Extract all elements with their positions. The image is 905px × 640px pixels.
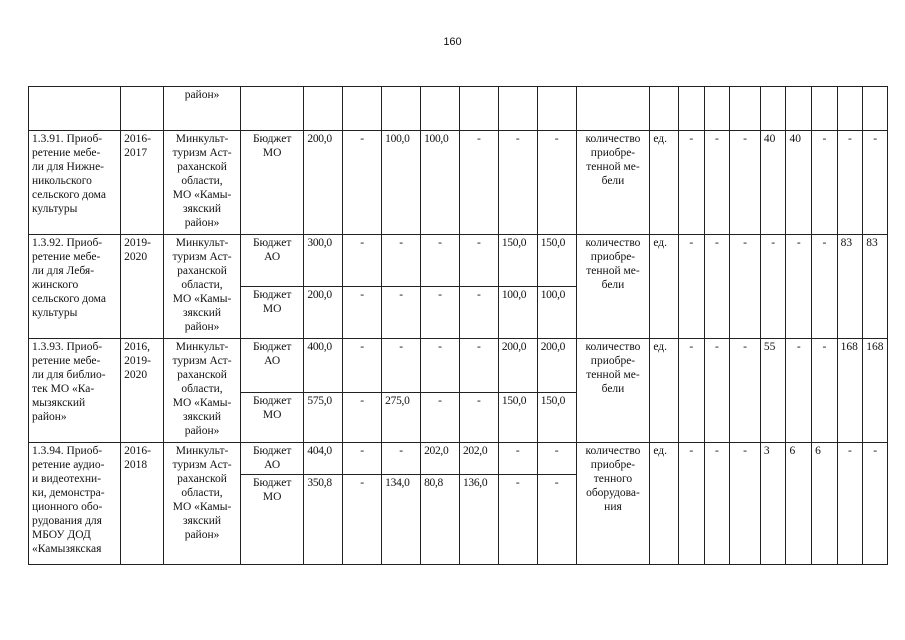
funding-year-value: - <box>343 443 382 475</box>
indicator-unit: ед. <box>650 235 679 339</box>
indicator-target-value: 40 <box>760 131 786 235</box>
empty-cell <box>498 87 537 131</box>
funding-year-value: - <box>537 443 576 475</box>
indicator-target-value: - <box>812 131 838 235</box>
funding-year-value: - <box>382 287 421 339</box>
funding-total: 300,0 <box>304 235 343 287</box>
funding-year-value: - <box>421 393 460 443</box>
indicator-target-value: - <box>704 443 730 565</box>
measure-period: 2016- 2018 <box>121 443 164 565</box>
funding-year-value: - <box>343 339 382 393</box>
funding-year-value: 150,0 <box>537 393 576 443</box>
funding-year-value: - <box>421 339 460 393</box>
indicator-unit: ед. <box>650 443 679 565</box>
funding-year-value: 80,8 <box>421 475 460 565</box>
measure-executor: Минкульт- туризм Аст- раханской области, МО «Камы- зякский район» <box>164 131 241 235</box>
funding-total: 400,0 <box>304 339 343 393</box>
empty-cell <box>837 87 863 131</box>
indicator-target-value: - <box>678 339 704 443</box>
funding-year-value: 202,0 <box>421 443 460 475</box>
indicator-unit: ед. <box>650 339 679 443</box>
funding-year-value: 200,0 <box>537 339 576 393</box>
funding-total: 200,0 <box>304 287 343 339</box>
indicator-target-value: - <box>704 131 730 235</box>
empty-cell <box>240 87 303 131</box>
funding-total: 404,0 <box>304 443 343 475</box>
funding-year-value: - <box>343 287 382 339</box>
empty-cell <box>786 87 812 131</box>
program-table <box>28 86 888 565</box>
indicator-target-value: 40 <box>786 131 812 235</box>
indicator-name: количество приобре- тенной ме- бели <box>576 235 650 339</box>
funding-year-value: - <box>343 131 382 235</box>
funding-year-value: - <box>459 393 498 443</box>
indicator-target-value: 6 <box>812 443 838 565</box>
funding-year-value: - <box>498 443 537 475</box>
funding-year-value: 150,0 <box>498 393 537 443</box>
funding-total: 200,0 <box>304 131 343 235</box>
empty-cell <box>343 87 382 131</box>
indicator-target-value: - <box>786 235 812 339</box>
table-row <box>29 443 888 475</box>
empty-cell <box>382 87 421 131</box>
funding-year-value: 134,0 <box>382 475 421 565</box>
empty-cell <box>863 87 888 131</box>
funding-year-value: 275,0 <box>382 393 421 443</box>
funding-year-value: - <box>382 339 421 393</box>
funding-year-value: 150,0 <box>537 235 576 287</box>
indicator-target-value: 3 <box>760 443 786 565</box>
header-continuation-row <box>29 87 888 131</box>
funding-year-value: 150,0 <box>498 235 537 287</box>
measure-name: 1.3.94. Приоб- ретение аудио- и видеотехни- ки, демонстра- ционного обо- рудования для МБОУ ДОД «Камызякская <box>29 443 121 565</box>
measure-executor: Минкульт- туризм Аст- раханской области, МО «Камы- зякский район» <box>164 235 241 339</box>
empty-cell <box>650 87 679 131</box>
indicator-target-value: - <box>730 443 761 565</box>
indicator-target-value: - <box>812 339 838 443</box>
indicator-name: количество приобре- тенной ме- бели <box>576 339 650 443</box>
empty-cell <box>421 87 460 131</box>
executor-tail: район» <box>164 87 241 131</box>
funding-year-value: 136,0 <box>459 475 498 565</box>
indicator-target-value: - <box>730 235 761 339</box>
funding-source: Бюджет АО <box>240 339 303 393</box>
funding-year-value: 100,0 <box>421 131 460 235</box>
funding-total: 575,0 <box>304 393 343 443</box>
funding-year-value: - <box>459 287 498 339</box>
funding-year-value: 202,0 <box>459 443 498 475</box>
funding-year-value: - <box>382 235 421 287</box>
funding-total: 350,8 <box>304 475 343 565</box>
indicator-target-value: 168 <box>837 339 863 443</box>
indicator-target-value: - <box>678 131 704 235</box>
measure-name: 1.3.91. Приоб- ретение мебе- ли для Нижне- никольского сельского дома культуры <box>29 131 121 235</box>
indicator-target-value: 55 <box>760 339 786 443</box>
funding-year-value: - <box>343 393 382 443</box>
funding-year-value: - <box>343 235 382 287</box>
funding-year-value: - <box>459 235 498 287</box>
empty-cell <box>760 87 786 131</box>
indicator-name: количество приобре- тенного оборудова- ния <box>576 443 650 565</box>
funding-year-value: - <box>498 131 537 235</box>
measure-period: 2016- 2017 <box>121 131 164 235</box>
empty-cell <box>29 87 121 131</box>
funding-source: Бюджет АО <box>240 443 303 475</box>
funding-source: Бюджет МО <box>240 131 303 235</box>
funding-year-value: 100,0 <box>537 287 576 339</box>
indicator-target-value: - <box>678 235 704 339</box>
empty-cell <box>812 87 838 131</box>
measure-name: 1.3.92. Приоб- ретение мебе- ли для Лебя- жинского сельского дома культуры <box>29 235 121 339</box>
indicator-target-value: - <box>704 235 730 339</box>
funding-source: Бюджет МО <box>240 475 303 565</box>
empty-cell <box>537 87 576 131</box>
indicator-target-value: - <box>678 443 704 565</box>
funding-year-value: - <box>537 475 576 565</box>
indicator-target-value: - <box>760 235 786 339</box>
measure-period: 2016, 2019- 2020 <box>121 339 164 443</box>
indicator-name: количество приобре- тенной ме- бели <box>576 131 650 235</box>
indicator-target-value: - <box>730 131 761 235</box>
empty-cell <box>704 87 730 131</box>
funding-source: Бюджет АО <box>240 235 303 287</box>
indicator-target-value: - <box>786 339 812 443</box>
empty-cell <box>678 87 704 131</box>
funding-year-value: - <box>421 287 460 339</box>
empty-cell <box>304 87 343 131</box>
table-row <box>29 339 888 393</box>
empty-cell <box>576 87 650 131</box>
funding-year-value: - <box>498 475 537 565</box>
indicator-target-value: - <box>837 131 863 235</box>
funding-year-value: - <box>459 131 498 235</box>
indicator-target-value: 168 <box>863 339 888 443</box>
empty-cell <box>730 87 761 131</box>
funding-source: Бюджет МО <box>240 393 303 443</box>
page-number: 160 <box>443 36 462 48</box>
measure-executor: Минкульт- туризм Аст- раханской области, МО «Камы- зякский район» <box>164 339 241 443</box>
funding-year-value: - <box>537 131 576 235</box>
empty-cell <box>459 87 498 131</box>
indicator-unit: ед. <box>650 131 679 235</box>
measure-period: 2019- 2020 <box>121 235 164 339</box>
funding-source: Бюджет МО <box>240 287 303 339</box>
funding-year-value: 200,0 <box>498 339 537 393</box>
funding-year-value: - <box>343 475 382 565</box>
measure-executor: Минкульт- туризм Аст- раханской области, МО «Камы- зякский район» <box>164 443 241 565</box>
indicator-target-value: 6 <box>786 443 812 565</box>
indicator-target-value: - <box>863 131 888 235</box>
indicator-target-value: - <box>837 443 863 565</box>
indicator-target-value: - <box>704 339 730 443</box>
funding-year-value: 100,0 <box>382 131 421 235</box>
table-row <box>29 235 888 287</box>
indicator-target-value: - <box>863 443 888 565</box>
funding-year-value: - <box>382 443 421 475</box>
funding-year-value: - <box>421 235 460 287</box>
measure-name: 1.3.93. Приоб- ретение мебе- ли для библио- тек МО «Ка- мызякский район» <box>29 339 121 443</box>
table-row <box>29 131 888 235</box>
indicator-target-value: - <box>730 339 761 443</box>
empty-cell <box>121 87 164 131</box>
indicator-target-value: - <box>812 235 838 339</box>
funding-year-value: - <box>459 339 498 393</box>
indicator-target-value: 83 <box>863 235 888 339</box>
funding-year-value: 100,0 <box>498 287 537 339</box>
indicator-target-value: 83 <box>837 235 863 339</box>
